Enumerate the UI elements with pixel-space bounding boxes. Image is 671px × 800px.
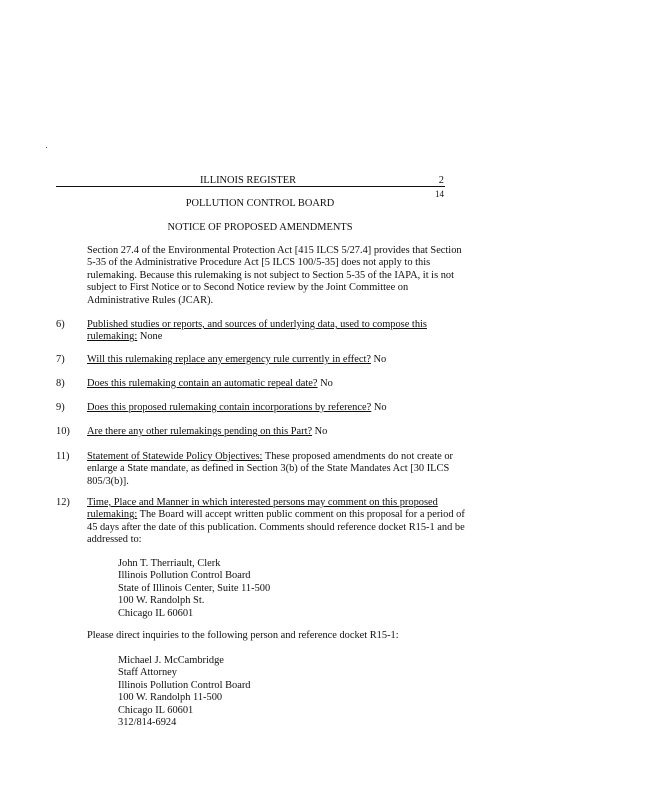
item-heading: Published studies or reports, and sources of underlying data, used to compose this rulemaking: bbox=[87, 319, 427, 343]
address-line: Illinois Pollution Control Board bbox=[118, 679, 251, 691]
scan-speck bbox=[46, 147, 47, 148]
address-line: Chicago IL 60601 bbox=[118, 607, 194, 619]
intro-paragraph: Section 27.4 of the Environmental Protection Act [415 ILCS 5/27.4] provides that Section 5-35 of the Administrative Procedure Act [5 ILCS 100/5-35] does not apply to this rulemaking. Because this rulemaking is not subject to Section 5-35 of the IAPA, it is not subject to First Notice or to Second Notice review by the Joint Committee on Administrative Rules (JCAR). bbox=[87, 245, 462, 306]
item-heading: Does this rulemaking contain an automatic repeal date? bbox=[87, 378, 318, 389]
item-answer: No bbox=[312, 426, 328, 437]
item-number: 10) bbox=[56, 426, 70, 437]
item-answer: These proposed amendments do not create or enlarge a State mandate, as defined in Section 3(b) of the State Mandates Act [30 ILCS 805/3(b)]. bbox=[87, 451, 453, 487]
item-body bbox=[87, 378, 466, 390]
contact-address bbox=[118, 655, 438, 729]
address-line: 100 W. Randolph St. bbox=[118, 595, 205, 607]
item-answer: The Board will accept written public comment on this proposal for a period of 45 days after the date of this publication. Comments should reference docket R15-1 and be addressed to: bbox=[87, 509, 465, 546]
volume-number: 14 bbox=[435, 189, 444, 199]
list-item bbox=[56, 319, 466, 344]
item-body bbox=[87, 402, 466, 414]
item-heading: Will this rulemaking replace any emergency rule currently in effect? bbox=[87, 354, 371, 365]
item-heading: Are there any other rulemakings pending on this Part? bbox=[87, 426, 313, 437]
address-line: John T. Therriault, Clerk bbox=[118, 558, 221, 569]
item-answer: No bbox=[371, 402, 387, 413]
address-line: Staff Attorney bbox=[118, 667, 177, 679]
item-number: 9) bbox=[56, 402, 65, 413]
item-body bbox=[87, 451, 466, 488]
list-item bbox=[56, 354, 466, 366]
item-answer: No bbox=[317, 378, 333, 389]
item-number: 12) bbox=[56, 497, 70, 508]
register-title: ILLINOIS REGISTER bbox=[199, 175, 297, 186]
item-heading: Time, Place and Manner in which interested persons may comment on this proposed rulemaking: bbox=[87, 497, 438, 521]
item-body bbox=[87, 319, 466, 344]
address-line: State of Illinois Center, Suite 11-500 bbox=[118, 582, 271, 594]
clerk-address bbox=[118, 558, 438, 620]
item-number: 11) bbox=[56, 451, 70, 462]
item-heading: Does this proposed rulemaking contain incorporations by reference? bbox=[87, 402, 372, 413]
item-answer: None bbox=[137, 331, 163, 343]
item-number: 7) bbox=[56, 354, 65, 365]
list-item bbox=[56, 497, 466, 547]
item-answer: No bbox=[370, 354, 387, 365]
address-line: Michael J. McCambridge bbox=[118, 655, 224, 666]
agency-title: POLLUTION CONTROL BOARD bbox=[185, 198, 335, 209]
item-number: 8) bbox=[56, 378, 65, 389]
inquiries-line: Please direct inquiries to the following person and reference docket R15-1: bbox=[87, 630, 399, 641]
item-number: 6) bbox=[56, 319, 65, 330]
list-item bbox=[56, 451, 466, 488]
list-item bbox=[56, 402, 466, 414]
page-number: 2 bbox=[438, 175, 444, 186]
address-line: 312/814-6924 bbox=[118, 717, 177, 729]
item-heading: Statement of Statewide Policy Objectives: bbox=[87, 451, 263, 462]
item-body bbox=[87, 354, 466, 366]
list-item bbox=[56, 378, 466, 390]
list-item bbox=[56, 426, 466, 438]
address-line: 100 W. Randolph 11-500 bbox=[118, 692, 223, 704]
address-line: Chicago IL 60601 bbox=[118, 704, 194, 716]
item-body bbox=[87, 426, 466, 438]
header-rule bbox=[56, 186, 445, 187]
item-body bbox=[87, 497, 466, 547]
notice-title: NOTICE OF PROPOSED AMENDMENTS bbox=[167, 222, 353, 233]
address-line: Illinois Pollution Control Board bbox=[118, 570, 251, 582]
